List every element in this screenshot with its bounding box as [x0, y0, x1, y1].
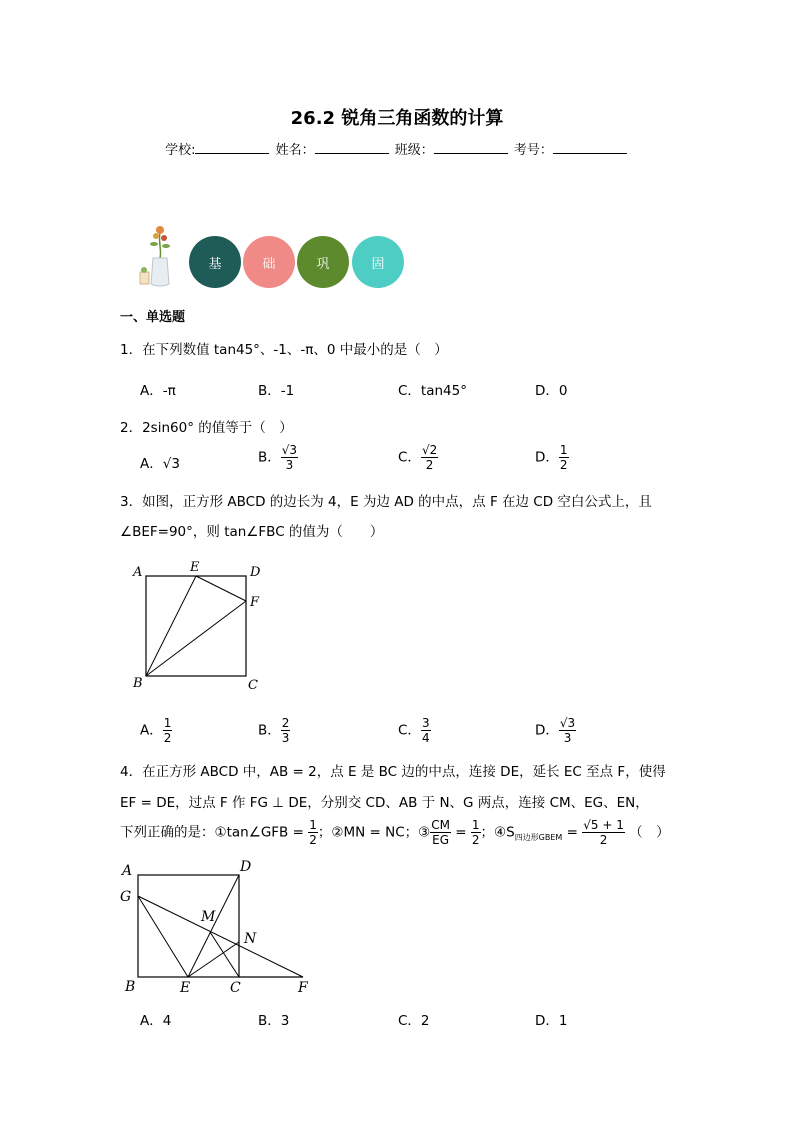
q2-option-d — [535, 443, 569, 472]
q4-fraction-1 — [308, 818, 318, 847]
q4-label-b: B — [125, 979, 136, 995]
q4-square-figure — [116, 858, 316, 998]
q3-c-fraction — [421, 716, 431, 745]
q2-c-num: √2 — [421, 443, 438, 457]
q4-fraction-2 — [430, 818, 451, 847]
name-blank — [315, 141, 389, 154]
q2-d-label: D． — [535, 449, 559, 466]
q3-square-abcd — [146, 576, 246, 676]
q2-option-c — [398, 443, 438, 472]
q4-square-abcd — [138, 875, 239, 977]
school-label: 学校: — [165, 143, 196, 158]
q3-option-d — [535, 716, 576, 745]
q3-b-num: 2 — [281, 716, 290, 730]
q2-d-den: 2 — [559, 458, 568, 472]
q4-label-n: N — [244, 931, 257, 947]
q1-option-a: A．-π — [140, 383, 176, 399]
badge-ji: 基 — [189, 236, 241, 288]
q1-option-b: B．-1 — [258, 383, 295, 399]
question-4-stem-line3 — [120, 818, 670, 847]
q3-a-label: A． — [140, 722, 163, 739]
question-2-stem: 2．2sin60° 的值等于（ ） — [120, 420, 293, 436]
q2-c-fraction — [421, 443, 438, 472]
q4-option-b: B．3 — [258, 1013, 290, 1029]
q2-d-fraction — [559, 443, 569, 472]
q2-d-num: 1 — [559, 443, 568, 457]
q2-a-label: A． — [140, 456, 163, 472]
class-blank — [434, 141, 508, 154]
q2-b-label: B． — [258, 449, 281, 466]
q4-f3-num: 1 — [471, 818, 480, 832]
question-4-stem-line2: EF = DE，过点 F 作 FG ⊥ DE，分别交 CD、AB 于 N、G 两点，连接 CM、EG、EN， — [120, 795, 649, 811]
q3-label-d: D — [250, 565, 261, 580]
q3-c-den: 4 — [421, 731, 430, 745]
q4-label-m: M — [201, 909, 216, 925]
q4-f1-den: 2 — [309, 833, 317, 847]
q3-a-den: 2 — [163, 731, 172, 745]
q4-equals-2: = — [566, 824, 578, 841]
question-3-stem-line2: ∠BEF=90°，则 tan∠FBC 的值为（ ） — [120, 524, 384, 540]
q4-f2-num: CM — [431, 818, 450, 832]
q3-b-den: 3 — [281, 731, 290, 745]
q3-a-fraction — [163, 716, 173, 745]
q2-c-label: C． — [398, 449, 421, 466]
page-title: 26.2 锐角三角函数的计算 — [290, 108, 504, 129]
q4-equals-1: = — [455, 824, 467, 841]
class-label: 班级： — [394, 143, 434, 158]
q4-answer-paren: （ ） — [629, 824, 670, 841]
q1-option-d: D．0 — [535, 383, 568, 399]
q4-fraction-3 — [471, 818, 481, 847]
q2-b-fraction — [281, 443, 298, 472]
q4-label-a: A — [122, 863, 133, 879]
question-4-stem-line1: 4．在正方形 ABCD 中，AB = 2，点 E 是 BC 边的中点，连接 DE，延长 EC 至点 F，使得 — [120, 764, 666, 780]
q4-label-e: E — [180, 980, 191, 996]
q3-d-den: 3 — [563, 731, 572, 745]
q3-label-c: C — [248, 678, 258, 693]
q4-f3-den: 2 — [471, 833, 480, 847]
q3-square-figure — [128, 558, 268, 694]
q3-option-c — [398, 716, 431, 745]
q3-b-fraction — [281, 716, 291, 745]
q4-segment-de — [188, 875, 239, 977]
school-blank — [195, 141, 269, 154]
q3-c-label: C． — [398, 722, 421, 739]
q4-f1-num: 1 — [309, 818, 317, 832]
q3-segment-bf — [146, 601, 246, 676]
q4-statement-1: 下列正确的是：①tan∠GFB = — [120, 824, 304, 841]
q2-option-a — [140, 452, 180, 472]
id-label: 考号： — [513, 143, 553, 158]
q3-segment-ef — [196, 576, 246, 601]
q4-area-subscript: 四边形GBEM — [514, 833, 563, 843]
q4-option-c: C．2 — [398, 1013, 430, 1029]
q2-option-b — [258, 443, 298, 472]
q2-b-den: 3 — [285, 458, 294, 472]
q3-option-b — [258, 716, 290, 745]
q4-option-a: A．4 — [140, 1013, 172, 1029]
q3-d-label: D． — [535, 722, 559, 739]
badge-gu: 固 — [352, 236, 404, 288]
badge-chu: 础 — [243, 236, 295, 288]
plant-vase-icon — [138, 222, 182, 290]
q4-f4-num: √5 + 1 — [583, 818, 624, 832]
q3-label-b: B — [133, 676, 143, 691]
q3-d-fraction — [559, 716, 576, 745]
q3-label-a: A — [133, 565, 143, 580]
q3-label-e: E — [190, 560, 200, 575]
q3-a-num: 1 — [163, 716, 172, 730]
q4-fraction-4 — [582, 818, 625, 847]
q2-c-den: 2 — [425, 458, 434, 472]
q2-b-num: √3 — [281, 443, 298, 457]
q4-label-c: C — [230, 980, 241, 996]
q4-segment-en — [188, 942, 239, 977]
q3-d-num: √3 — [559, 716, 576, 730]
badge-gong: 巩 — [297, 236, 349, 288]
question-3-stem-line1: 3．如图，正方形 ABCD 的边长为 4，E 为边 AD 的中点，点 F 在边 CD 空白公式上，且 — [120, 494, 652, 510]
q4-statement-2: ；②MN = NC；③ — [317, 824, 431, 841]
q4-f2-den: EG — [432, 833, 450, 847]
q4-label-f: F — [298, 980, 308, 996]
q3-option-a — [140, 716, 172, 745]
q2-a-value: √3 — [162, 456, 180, 472]
q4-statement-4: ；④S — [480, 824, 515, 841]
q4-f4-den: 2 — [599, 833, 608, 847]
section-title: 一、单选题 — [120, 310, 186, 325]
q4-option-d: D．1 — [535, 1013, 568, 1029]
id-blank — [553, 141, 627, 154]
name-label: 姓名： — [275, 143, 315, 158]
q3-label-f: F — [250, 595, 260, 610]
question-1-stem: 1．在下列数值 tan45°、-1、-π、0 中最小的是（ ） — [120, 342, 448, 358]
q3-b-label: B． — [258, 722, 281, 739]
q4-label-g: G — [120, 889, 132, 905]
student-info-line — [0, 139, 794, 158]
q3-c-num: 3 — [421, 716, 430, 730]
q3-segment-be — [146, 576, 196, 676]
q1-option-c: C．tan45° — [398, 383, 467, 399]
q4-label-d: D — [240, 859, 252, 875]
